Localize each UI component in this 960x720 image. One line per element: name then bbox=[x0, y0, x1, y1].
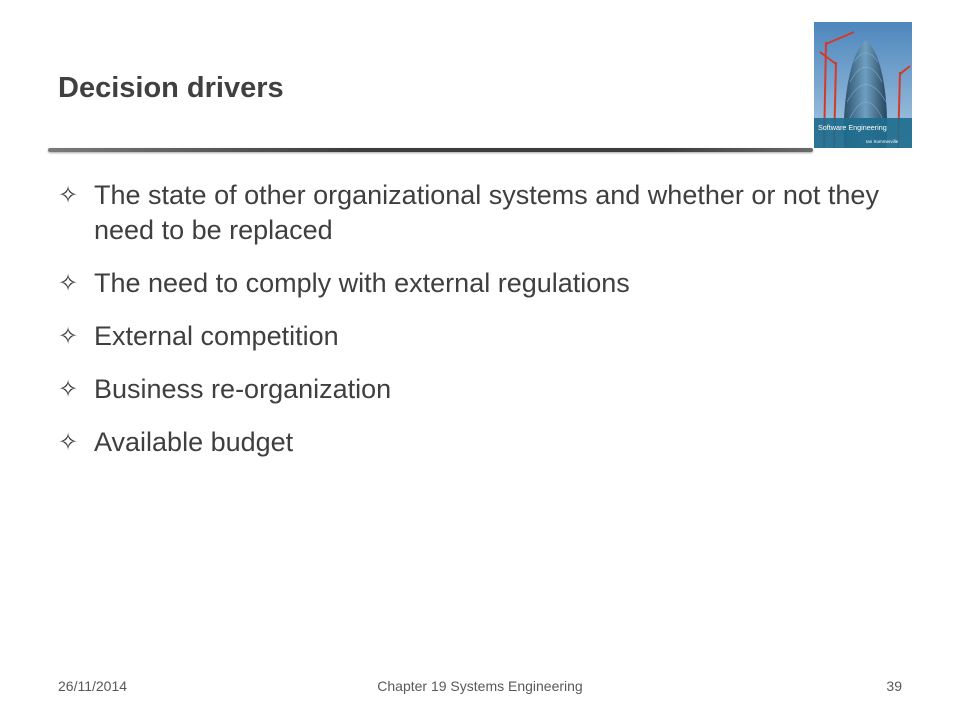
star-bullet-icon: ✧ bbox=[58, 181, 79, 209]
bullet-list bbox=[58, 178, 918, 478]
footer-page-number: 39 bbox=[886, 678, 902, 694]
bullet-text: Available budget bbox=[94, 427, 294, 457]
star-bullet-icon: ✧ bbox=[58, 322, 79, 350]
book-cover-image bbox=[814, 22, 912, 148]
star-bullet-icon: ✧ bbox=[58, 269, 79, 297]
footer-chapter: Chapter 19 Systems Engineering bbox=[377, 678, 583, 694]
cover-title: Software Engineering bbox=[818, 123, 887, 132]
bullet-item bbox=[58, 372, 918, 407]
bullet-text: The need to comply with external regulations bbox=[94, 268, 630, 298]
title-divider bbox=[48, 148, 813, 152]
star-bullet-icon: ✧ bbox=[58, 428, 79, 456]
footer-date: 26/11/2014 bbox=[58, 678, 128, 694]
bullet-item bbox=[58, 266, 918, 301]
bullet-item bbox=[58, 319, 918, 354]
cover-author: Ian Sommerville bbox=[866, 139, 899, 144]
bullet-text: External competition bbox=[94, 321, 339, 351]
slide-title: Decision drivers bbox=[58, 72, 284, 104]
bullet-text: The state of other organizational systems and whether or not they need to be replaced bbox=[94, 180, 879, 245]
bullet-text: Business re-organization bbox=[94, 374, 392, 404]
bullet-item bbox=[58, 425, 918, 460]
star-bullet-icon: ✧ bbox=[58, 375, 79, 403]
bullet-item bbox=[58, 178, 918, 248]
